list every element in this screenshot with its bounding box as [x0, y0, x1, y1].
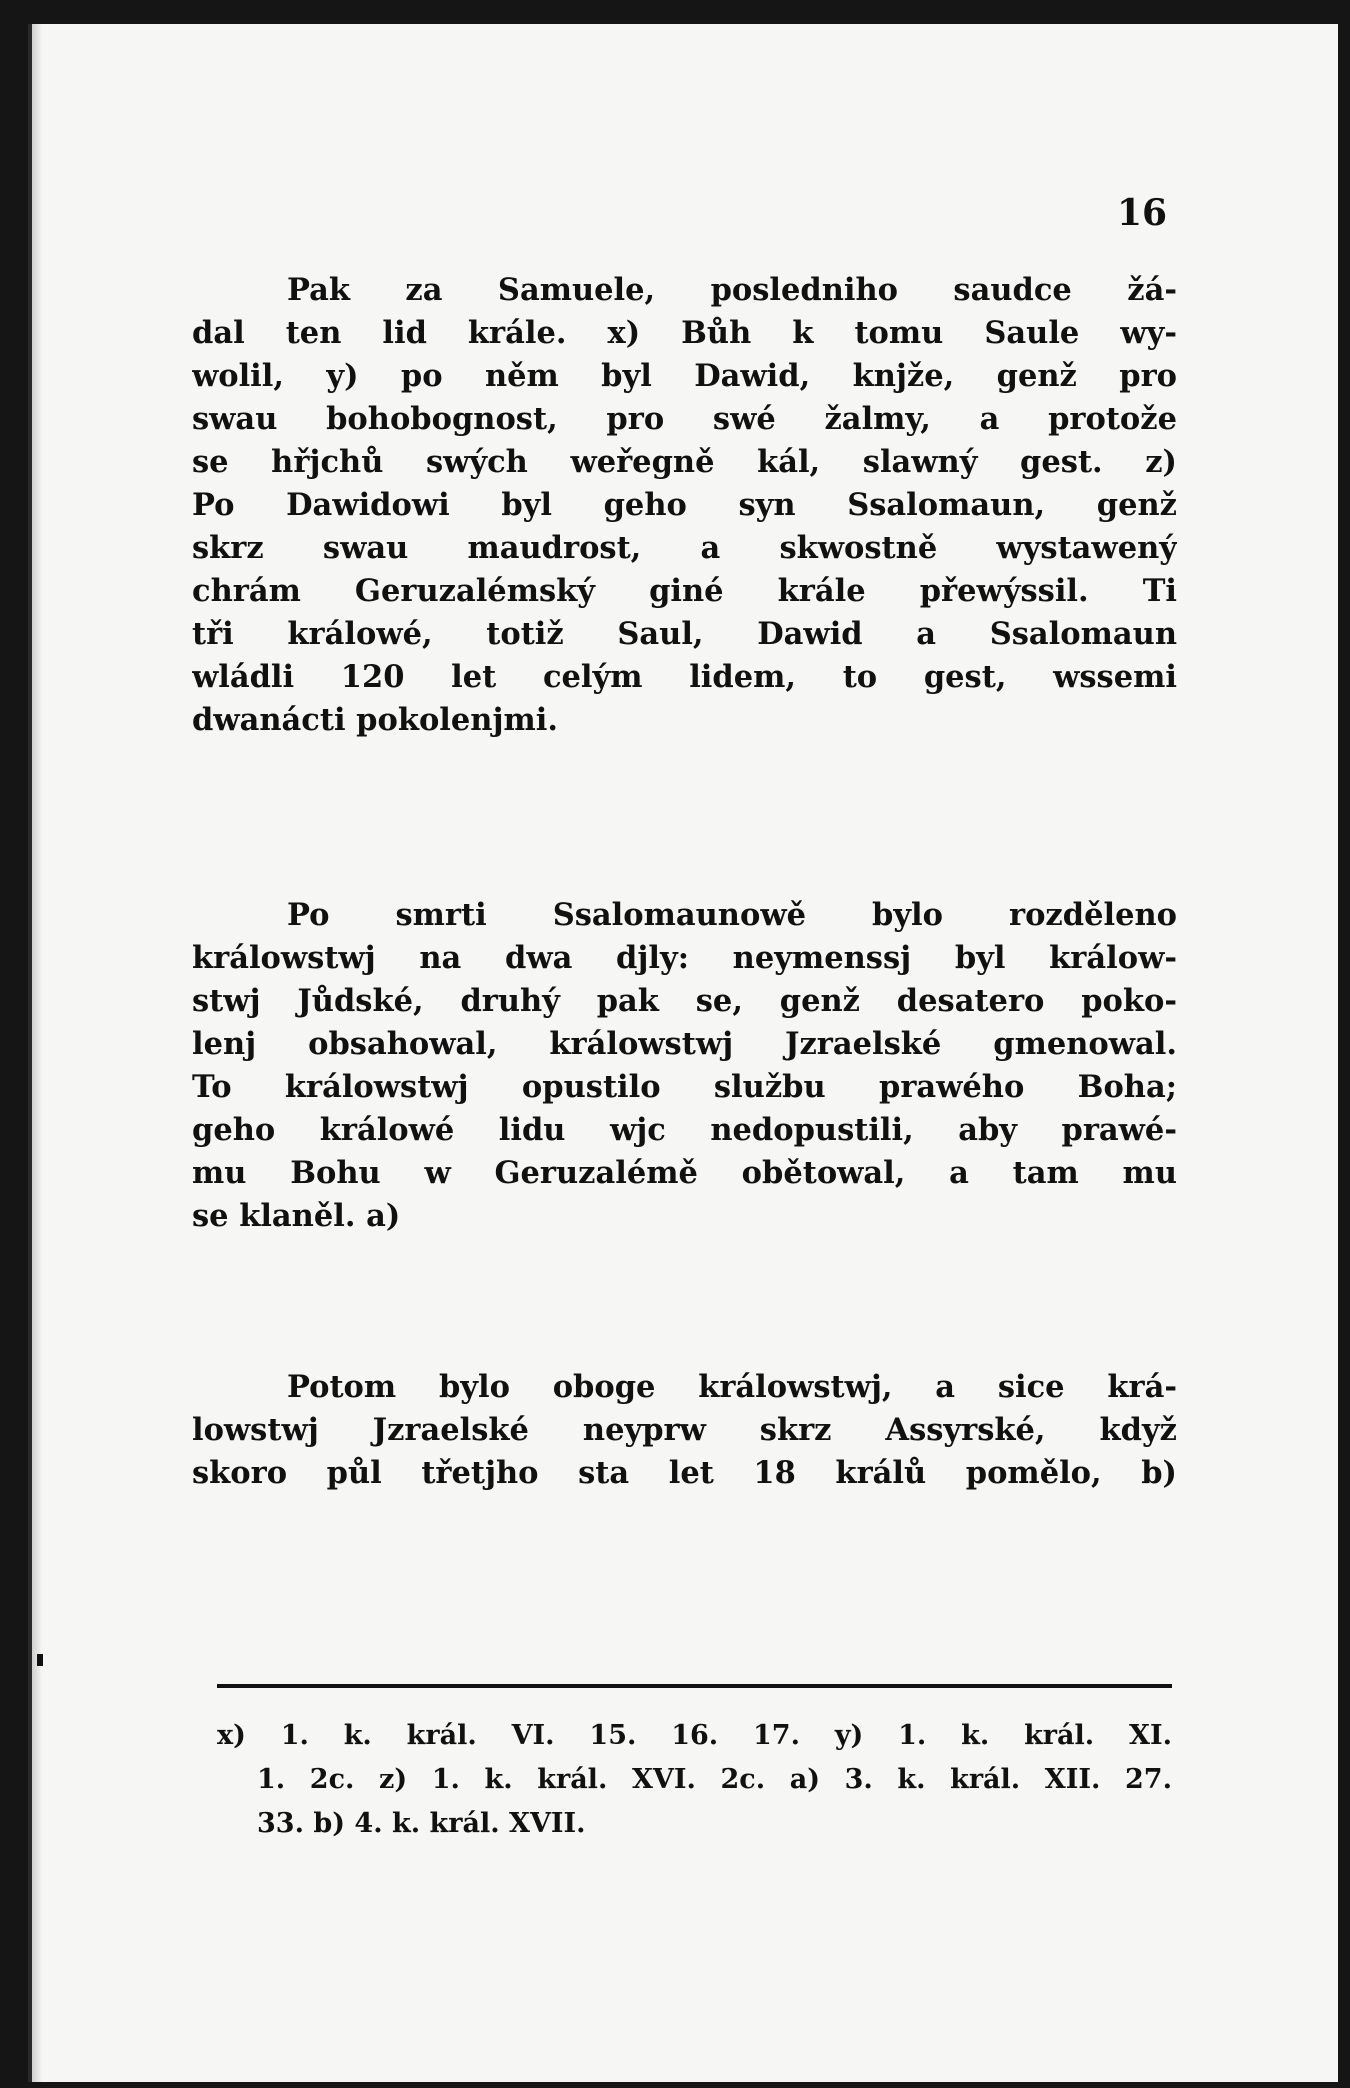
- footnote-line: x) 1. k. král. VI. 15. 16. 17. y) 1. k. král. XI.: [217, 1720, 1172, 1751]
- footnote-line: 1. 2c. z) 1. k. král. XVI. 2c. a) 3. k. král. XII. 27.: [257, 1764, 1172, 1795]
- paragraph-line: wládli 120 let celým lidem, to gest, wssemi: [192, 659, 1177, 695]
- paragraph-line: se klaněl. a): [192, 1198, 401, 1234]
- paragraph-line: skrz swau maudrost, a skwostně wystawený: [192, 530, 1177, 566]
- paragraph-line: dal ten lid krále. x) Bůh k tomu Saule wy-: [192, 315, 1177, 351]
- paragraph-line: geho králowé lidu wjc nedopustili, aby prawé-: [192, 1112, 1177, 1148]
- paragraph-3: [192, 1366, 1177, 1495]
- footnote-line: 33. b) 4. k. král. XVII.: [257, 1808, 586, 1839]
- book-page: [28, 24, 1338, 2082]
- paragraph-2: [192, 894, 1177, 1238]
- paragraph-line: To králowstwj opustilo službu prawého Boha;: [192, 1069, 1177, 1105]
- paragraph-line: dwanácti pokolenjmi.: [192, 702, 558, 738]
- paragraph-line: lowstwj Jzraelské neyprw skrz Assyrské, když: [192, 1412, 1177, 1448]
- paragraph-line: Po Dawidowi byl geho syn Ssalomaun, genž: [192, 487, 1177, 523]
- paragraph-line: Po smrti Ssalomaunowě bylo rozděleno: [287, 897, 1177, 933]
- footnotes: [217, 1714, 1172, 1846]
- paragraph-line: mu Bohu w Geruzalémě obětowal, a tam mu: [192, 1155, 1177, 1191]
- page-number: 16: [1117, 192, 1168, 234]
- paragraph-line: lenj obsahowal, králowstwj Jzraelské gmenowal.: [192, 1026, 1177, 1062]
- paragraph-line: se hřjchů swých weřegně kál, slawný gest. z): [192, 444, 1177, 480]
- paragraph-line: wolil, y) po něm byl Dawid, knjže, genž pro: [192, 358, 1177, 394]
- paragraph-line: skoro půl třetjho sta let 18 králů pomělo, b): [192, 1455, 1177, 1491]
- footnote-separator-rule: [217, 1684, 1172, 1688]
- binding-mark: [37, 1654, 43, 1666]
- page-edge-shadow: [32, 24, 42, 2082]
- paragraph-line: stwj Jůdské, druhý pak se, genž desatero poko-: [192, 983, 1177, 1019]
- paragraph-line: swau bohobognost, pro swé žalmy, a protože: [192, 401, 1177, 437]
- paragraph-1: [192, 269, 1177, 742]
- paragraph-line: chrám Geruzalémský giné krále přewýssil. Ti: [192, 573, 1177, 609]
- paragraph-line: králowstwj na dwa djly: neymenssj byl králow-: [192, 940, 1177, 976]
- paragraph-line: tři králowé, totiž Saul, Dawid a Ssalomaun: [192, 616, 1177, 652]
- paragraph-line: Potom bylo oboge králowstwj, a sice krá-: [287, 1369, 1177, 1405]
- paragraph-line: Pak za Samuele, posledniho saudce žá-: [287, 272, 1177, 308]
